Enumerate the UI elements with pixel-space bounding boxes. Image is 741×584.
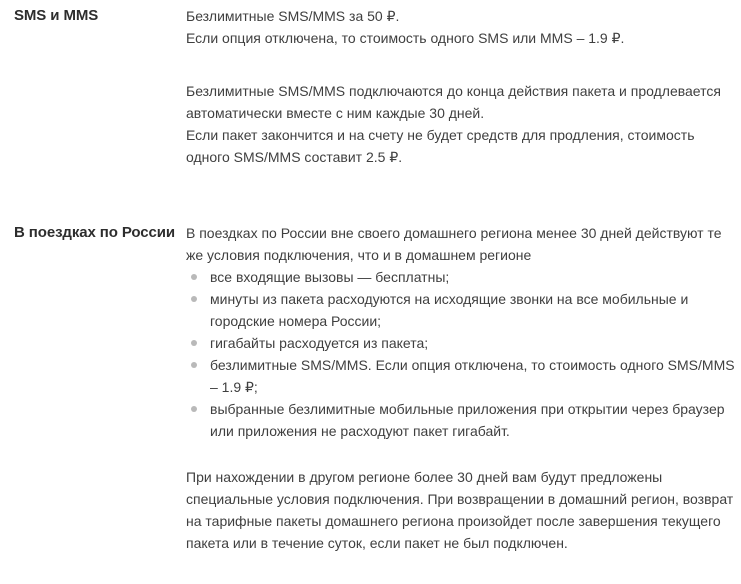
- sms-renewal-line: Безлимитные SMS/MMS подключаются до конца действия пакета и продлевается автоматически вместе с ним каждые 30 дней.: [186, 83, 721, 121]
- bullet-icon: [191, 340, 197, 346]
- bullet-icon: [191, 362, 197, 368]
- travel-conditions-list: [186, 266, 741, 442]
- bullet-icon: [191, 274, 197, 280]
- list-item-text: гигабайты расходуется из пакета;: [210, 335, 429, 351]
- travel-outro-text: При нахождении в другом регионе более 30 дней вам будут предложены специальные условия подключения. При возвращении в домашний регион, возврат на тарифные пакеты домашнего региона произойдет после завершения текущего пакета или в течение суток, если пакет не был подключен.: [186, 469, 734, 551]
- section-sms-mms-content: [186, 5, 741, 168]
- list-item-text: выбранные безлимитные мобильные приложения при открытии через браузер или приложения не расходуют пакет гигабайт.: [210, 401, 725, 439]
- sms-price-line: Безлимитные SMS/MMS за 50 ₽.: [186, 8, 400, 24]
- bullet-icon: [191, 406, 197, 412]
- travel-intro-paragraph: [186, 222, 741, 266]
- list-item: [186, 288, 741, 332]
- list-item: [186, 332, 741, 354]
- sms-out-of-funds-line: Если пакет закончится и на счету не будет средств для продления, стоимость одного SMS/MMS составит 2.5 ₽.: [186, 127, 695, 165]
- sms-price-paragraph: [186, 5, 741, 49]
- section-label-column: [14, 5, 186, 27]
- bullet-icon: [191, 296, 197, 302]
- sms-renewal-paragraph: [186, 80, 741, 168]
- section-sms-mms-label: SMS и MMS: [14, 7, 99, 24]
- travel-outro-paragraph: [186, 466, 741, 554]
- section-sms-mms: [14, 5, 741, 168]
- list-item-text: все входящие вызовы — бесплатны;: [210, 269, 450, 285]
- section-travel-russia-content: [186, 222, 741, 554]
- list-item: [186, 266, 741, 288]
- travel-intro-text: В поездках по России вне своего домашнего региона менее 30 дней действуют те же условия подключения, что и в домашнем регионе: [186, 225, 722, 263]
- list-item-text: минуты из пакета расходуются на исходящие звонки на все мобильные и городские номера России;: [210, 291, 689, 329]
- list-item: [186, 354, 741, 398]
- list-item: [186, 398, 741, 442]
- list-item-text: безлимитные SMS/MMS. Если опция отключена, то стоимость одного SMS/MMS – 1.9 ₽;: [210, 357, 735, 395]
- section-travel-russia: [14, 222, 741, 554]
- sms-disabled-price-line: Если опция отключена, то стоимость одного SMS или MMS – 1.9 ₽.: [186, 30, 625, 46]
- section-label-column: [14, 222, 186, 244]
- section-travel-russia-label: В поездках по России: [14, 224, 176, 241]
